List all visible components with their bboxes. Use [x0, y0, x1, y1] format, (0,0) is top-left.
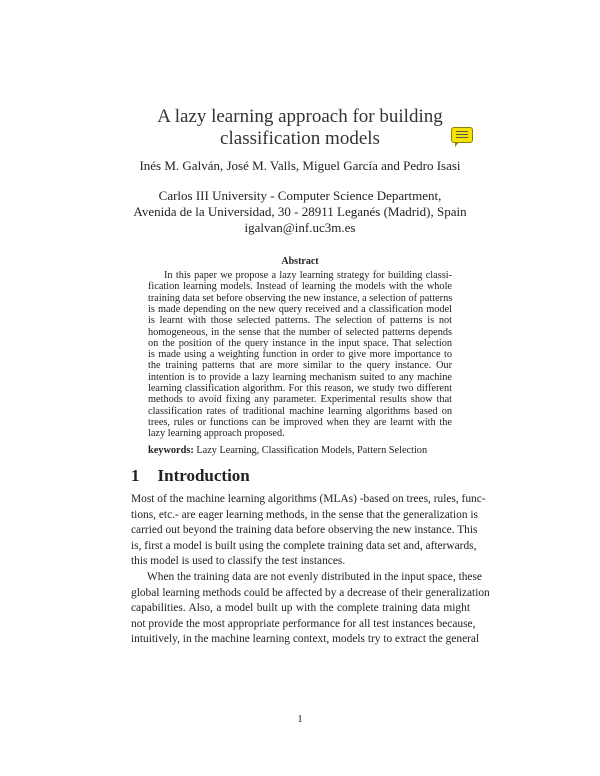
- comment-annotation-icon[interactable]: [451, 127, 473, 143]
- text-line: carried out beyond the training data before observing the new instance. This: [131, 524, 478, 537]
- keywords: [148, 445, 452, 456]
- text-line: When the training data are not evenly distributed in the input space, these: [147, 571, 482, 583]
- text-line: In this paper we propose a lazy learning strategy for building classi-: [164, 270, 452, 281]
- text-line: training data set before observing the new instance, a selection of patterns: [148, 292, 453, 304]
- text-line: the training patterns that are more similar to the query instance. Our: [148, 360, 452, 372]
- section-number: 1: [131, 466, 140, 485]
- page-number: 1: [297, 713, 303, 725]
- section-heading: [131, 466, 268, 486]
- author-email: igalvan@inf.uc3m.es: [244, 220, 356, 235]
- paper-title-line-1: A lazy learning approach for building: [157, 106, 443, 127]
- section-title: Introduction: [157, 466, 250, 485]
- text-line: is made depending on the new query received and a classification model: [148, 303, 452, 315]
- text-line: capabilities. Also, a model built up with the complete training data might: [131, 602, 470, 615]
- affiliation-line-1: Carlos III University - Computer Science Department,: [158, 188, 442, 203]
- keywords-text: Lazy Learning, Classification Models, Pattern Selection: [196, 445, 428, 456]
- text-line: intention is to provide a lazy learning mechanism suited to any machine: [148, 371, 452, 383]
- text-line: this model is used to classify the test instances.: [131, 555, 346, 568]
- text-line: is, first a model is built using the complete training data set and, afterwards,: [131, 539, 477, 552]
- abstract-heading: Abstract: [281, 256, 319, 267]
- text-line: is made using a weighting function in order to give more importance to: [148, 349, 452, 361]
- text-line: learning classification algorithm. For this reason, we study two different: [148, 383, 452, 394]
- authors: Inés M. Galván, José M. Valls, Miguel García and Pedro Isasi: [139, 158, 461, 173]
- text-line: methods to avoid fixing any parameter. Experimental results show that: [148, 394, 452, 406]
- paper-title-line-2: classification models: [220, 128, 380, 149]
- affiliation-line-2: Avenida de la Universidad, 30 - 28911 Leganés (Madrid), Spain: [133, 204, 467, 219]
- text-line: lazy learning approach proposed.: [148, 428, 285, 440]
- text-line: Most of the machine learning algorithms (MLAs) -based on trees, rules, func-: [131, 493, 486, 505]
- text-line: not provide the most appropriate performance for all test instances because,: [131, 617, 476, 630]
- text-line: fication learning models. Instead of learning the models with the whole: [148, 281, 452, 293]
- keywords-label: keywords:: [148, 445, 194, 456]
- text-line: classification rates of traditional machine learning algorithms based on: [148, 405, 452, 417]
- text-line: homogeneous, in the sense that the number of selected patterns depends: [148, 326, 452, 338]
- text-line: is learnt with those selected patterns. The selection of patterns is not: [148, 315, 452, 327]
- text-line: global learning methods could be affected by a decrease of their generalization: [131, 586, 490, 599]
- text-line: intuitively, in the machine learning context, models try to extract the general: [131, 633, 480, 646]
- text-line: on the position of the query instance in the input space. That selection: [148, 337, 452, 349]
- text-line: tions, etc.- are eager learning methods, in the sense that the generalization is: [131, 508, 478, 521]
- text-line: trees, rules or functions can be improved when they are learnt with the: [148, 416, 452, 428]
